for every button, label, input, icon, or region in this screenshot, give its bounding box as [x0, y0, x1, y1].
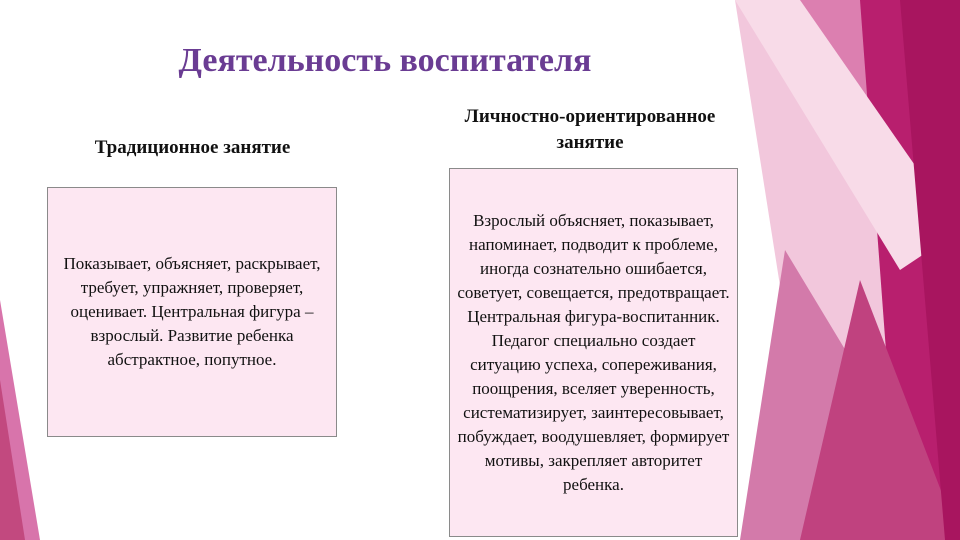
- left-column-heading: Традиционное занятие: [94, 137, 291, 158]
- left-text-box: [47, 187, 337, 437]
- right-text-box-content: Взрослый объясняет, показывает, напоминает, подводит к проблеме, иногда сознательно ошибается, советует, совещается, предотвращает. Центральная фигура-воспитанник. Педагог специально создает ситуацию успеха, сопереживания, поощрения, вселяет уверенность, систематизирует, заинтересовывает, побуждает, воодушевляет, формирует мотивы, закрепляет авторитет ребенка.: [457, 210, 730, 494]
- left-text-box-content: Показывает, объясняет, раскрывает, требует, упражняет, проверяет, оценивает. Центральная фигура – взрослый. Развитие ребенка абстрактное, попутное.: [63, 254, 321, 369]
- right-text-box: [449, 168, 738, 537]
- right-column-heading: Личностно-ориентированное занятие: [464, 106, 716, 153]
- slide-title: Деятельность воспитателя: [178, 42, 592, 79]
